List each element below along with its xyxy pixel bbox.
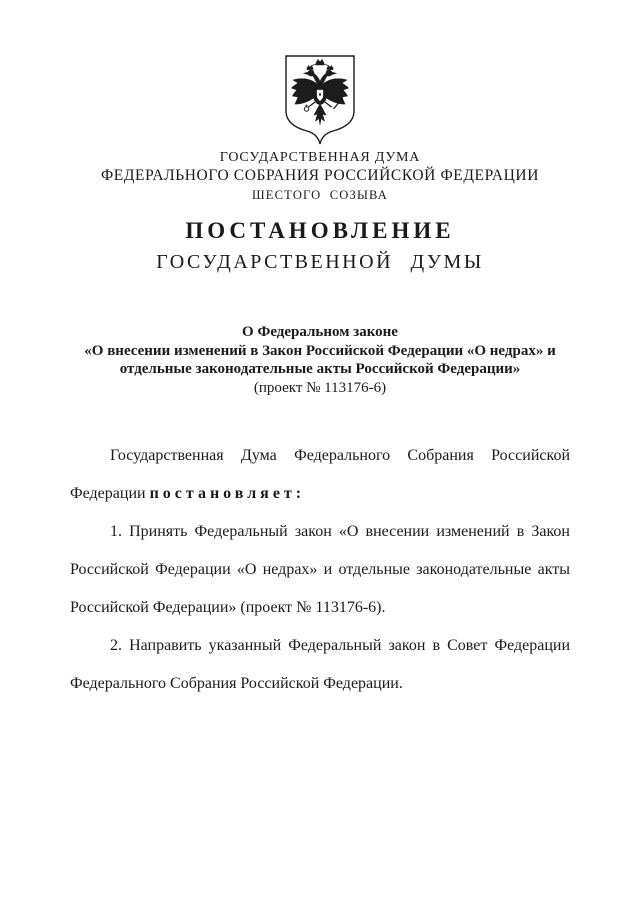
resolution-item-2: 2. Направить указанный Федеральный закон в Совет Федерации Федерального Собрания Российской Федерации. — [70, 637, 570, 692]
org-convocation-line: ШЕСТОГО СОЗЫВА — [251, 188, 389, 202]
subject-line2: «О внесении изменений в Закон Российской Федерации «О недрах» и — [84, 342, 556, 359]
intro-text: Государственная Дума Федерального Собрания Российской Федерации — [70, 447, 570, 502]
body-text — [70, 437, 570, 703]
crest-container — [0, 0, 640, 145]
document-title-line2: ГОСУДАРСТВЕННОЙ ДУМЫ — [156, 251, 484, 273]
russia-coat-of-arms-icon — [285, 55, 355, 145]
intro-verb: постановляет: — [149, 485, 306, 502]
subject-block — [0, 323, 640, 397]
org-name-line2: ФЕДЕРАЛЬНОГО СОБРАНИЯ РОССИЙСКОЙ ФЕДЕРАЦИИ — [100, 167, 540, 184]
intro-paragraph — [70, 437, 570, 513]
org-header — [0, 150, 640, 203]
subject-line1: О Федеральном законе — [242, 324, 398, 340]
project-number-note: (проект № 113176-6) — [253, 379, 387, 396]
subject-line3: отдельные законодательные акты Российской Федерации» — [119, 361, 521, 377]
org-name-line1: ГОСУДАРСТВЕННАЯ ДУМА — [219, 150, 421, 165]
resolution-item-1: 1. Принять Федеральный закон «О внесении изменений в Закон Российской Федерации «О недрах» и отдельные законодательные акты Российской Федерации» (проект № 113176-6). — [70, 523, 570, 616]
document-title-line1: ПОСТАНОВЛЕНИЕ — [185, 218, 455, 243]
document-title — [0, 217, 640, 275]
